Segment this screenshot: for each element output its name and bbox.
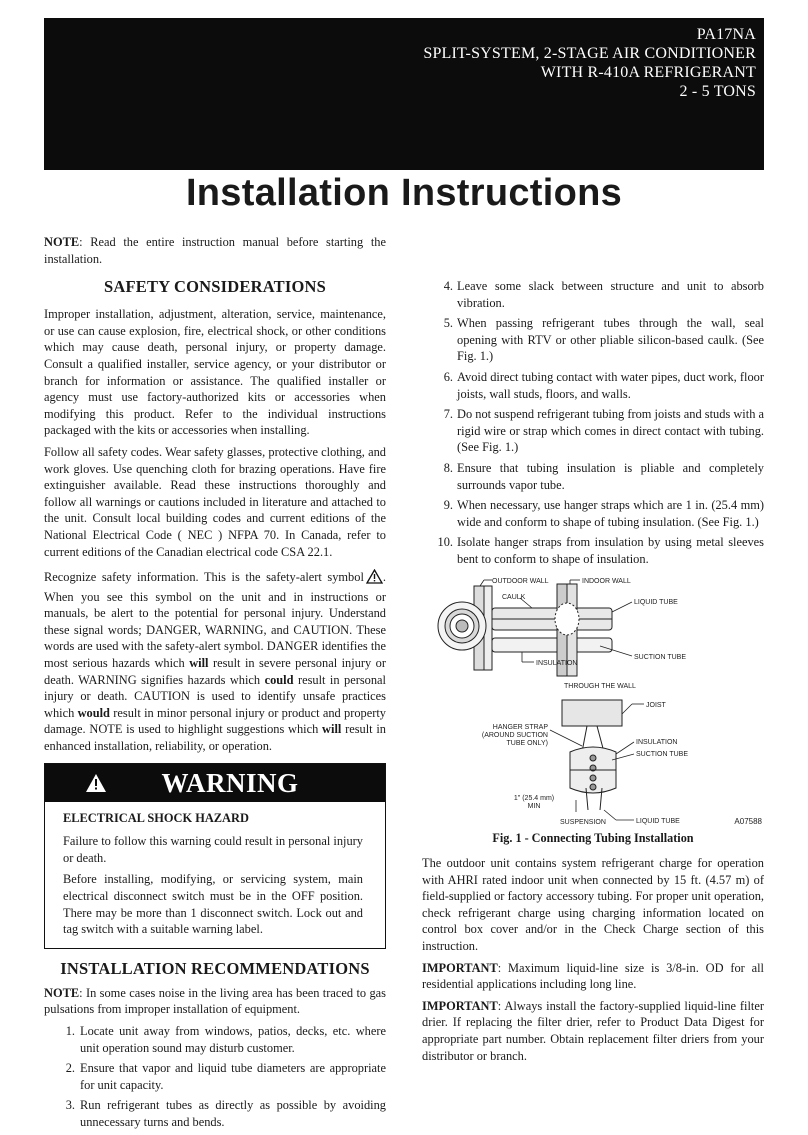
tonnage-range: 2 - 5 TONS [679,83,756,100]
label-indoor-wall: INDOOR WALL [582,577,631,585]
list-item: 3. Run refrigerant tubes as directly as possible by avoiding unnecessary turns and bends. [65,1098,386,1129]
outdoor-wall-drawing [438,586,492,670]
warning-box [44,763,386,949]
label-suction-tube: SUCTION TUBE [634,653,686,661]
label-caulk: CAULK [502,593,526,601]
right-column [422,278,764,1069]
warning-paragraph-1: Failure to follow this warning could result in personal injury or death. [63,834,363,865]
warning-body [45,802,385,948]
list-item: 10. Isolate hanger straps from insulation by using metal sleeves bent to conform to shape of insulation. [437,535,764,566]
label-joist: JOIST [646,701,666,709]
list-item: 4. Leave some slack between structure and unit to absorb vibration. [443,279,764,310]
intro-note [44,234,386,267]
tubing-figure [422,574,764,826]
suspension-drawing [562,700,622,810]
label-suspension: SUSPENSION [560,818,606,826]
note-label: NOTE [44,235,80,249]
list-item: 8. Ensure that tubing insulation is pliable and completely surrounds vapor tube. [443,460,764,492]
list-item: 1. Locate unit away from windows, patios, decks, etc. where unit operation sound may disturb customer. [65,1023,386,1055]
charge-paragraph: The outdoor unit contains system refrigerant charge for operation with AHRI rated indoor unit when connected by 15 ft. (4.57 m) of field-supplied or factory accessory tubing. For proper unit operation, check refrigerant charge using charging information located on control box cover and/or in the Check Charge section of this instruction. [422,856,764,954]
note-text: : Read the entire instruction manual before starting the installation. [44,235,386,266]
label-insulation: INSULATION [536,659,578,667]
warning-title: WARNING [161,767,299,798]
label-insulation-2: INSULATION [636,738,678,746]
important-note-1: IMPORTANT: Maximum liquid-line size is 3/8-in. OD for all residential applications including long line. [422,960,764,992]
safety-paragraph-2: Follow all safety codes. Wear safety glasses, protective clothing, and work gloves. Use quenching cloth for brazing operations. Have fire extinguisher available. Read these instructions thoroughly and follow all warnings or cautions included in literature and attached to the unit. Consult local building codes and current editions of the National Electrical Code ( NEC ) NFPA 70. In Canada, refer to current editions of the Canadian electrical code CSA 22.1. [44,444,386,559]
document-title: Installation Instructions [185,172,623,214]
warning-header [45,764,385,802]
list-item: 2. Ensure that vapor and liquid tube diameters are appropriate for unit capacity. [65,1061,386,1092]
model-number: PA17NA [696,26,756,43]
safety-alert-icon [366,569,383,589]
tubing-diagram [422,574,764,826]
installation-steps [44,1023,386,1131]
product-description: SPLIT-SYSTEM, 2-STAGE AIR CONDITIONER [423,45,756,62]
label-outdoor-wall: OUTDOOR WALL [492,577,549,585]
safety-heading: SAFETY CONSIDERATIONS [104,277,326,297]
list-item: 5. When passing refrigerant tubes through the wall, seal opening with RTV or other pliable silicon-based caulk. (See Fig. 1.) [443,316,764,364]
refrigerant-line: WITH R-410A REFRIGERANT [540,64,756,81]
safety-paragraph-1: Improper installation, adjustment, alteration, service, maintenance, or use can cause explosion, fire, electrical shock, or other conditions which may cause death, personal injury, or property damage. Consult a qualified installer, service agency, or your distributor or branch for information or assistance. The qualified installer or agency must use factory-authorized kits or accessories when modifying this product. Refer to the individual instructions packaged with the kits or accessories when installing. [44,307,386,438]
left-column [44,234,386,1135]
warning-hazard-type: ELECTRICAL SHOCK HAZARD [63,810,249,825]
label-min-spacing: 1" (25.4 mm) [513,794,555,802]
installation-steps-continued [422,278,764,568]
label-liquid-tube: LIQUID TUBE [634,598,678,606]
header-band [44,18,764,170]
label-liquid-tube-2: LIQUID TUBE [636,817,680,825]
list-item: 6. Avoid direct tubing contact with water pipes, duct work, floor joists, wall studs, floors, and walls. [443,369,764,401]
label-hanger-strap: HANGER STRAP [492,723,548,731]
warning-paragraph-2: Before installing, modifying, or servicing system, main electrical disconnect switch must be in the OFF position. There may be more than 1 disconnect switch. Lock out and tag switch with a suitable warning label. [63,872,363,937]
installation-note: NOTE: In some cases noise in the living area has been traced to gas pulsations from improper installation of equipment. [44,985,386,1017]
safety-paragraph-3: Recognize safety information. This is the safety-alert symbol . When you see this symbol on the unit and in instructions or manuals, be alert to the potential for personal injury. Understand these signal words; DANGER, WARNING, and CAUTION. These words are used with the safety-alert symbol. DANGER identifies the most serious hazards which will result in severe personal injury or death. WARNING signifies hazards which could result in personal injury or death. CAUTION is used to identify unsafe practices which would result in minor personal injury or product and property damage. NOTE is used to highlight suggestions which will result in enhanced installation, reliability, or operation. [44,570,386,754]
list-item: 7. Do not suspend refrigerant tubing from joists and studs with a rigid wire or strap which comes in direct contact with tubing.(See Fig. 1.) [443,407,764,455]
installation-heading: INSTALLATION RECOMMENDATIONS [60,958,370,978]
important-note-2: IMPORTANT: Always install the factory-supplied liquid-line filter drier. If replacing the filter drier, refer to Product Data Digest for appropriate part number. Obtain replacement filter driers from your distributor or branch. [422,998,764,1063]
figure-caption: Fig. 1 - Connecting Tubing Installation [492,830,694,845]
list-item: 9. When necessary, use hanger straps which are 1 in. (25.4 mm) wide and conform to shape of tubing insulation. (See Fig. 1.) [443,498,764,529]
label-min: MIN [527,802,541,810]
label-hanger-strap-3: TUBE ONLY) [506,739,548,747]
figure-code: A07588 [734,816,762,826]
label-through-the-wall: THROUGH THE WALL [564,682,636,690]
label-hanger-strap-2: (AROUND SUCTION [481,731,548,739]
label-suction-tube-2: SUCTION TUBE [636,750,688,758]
